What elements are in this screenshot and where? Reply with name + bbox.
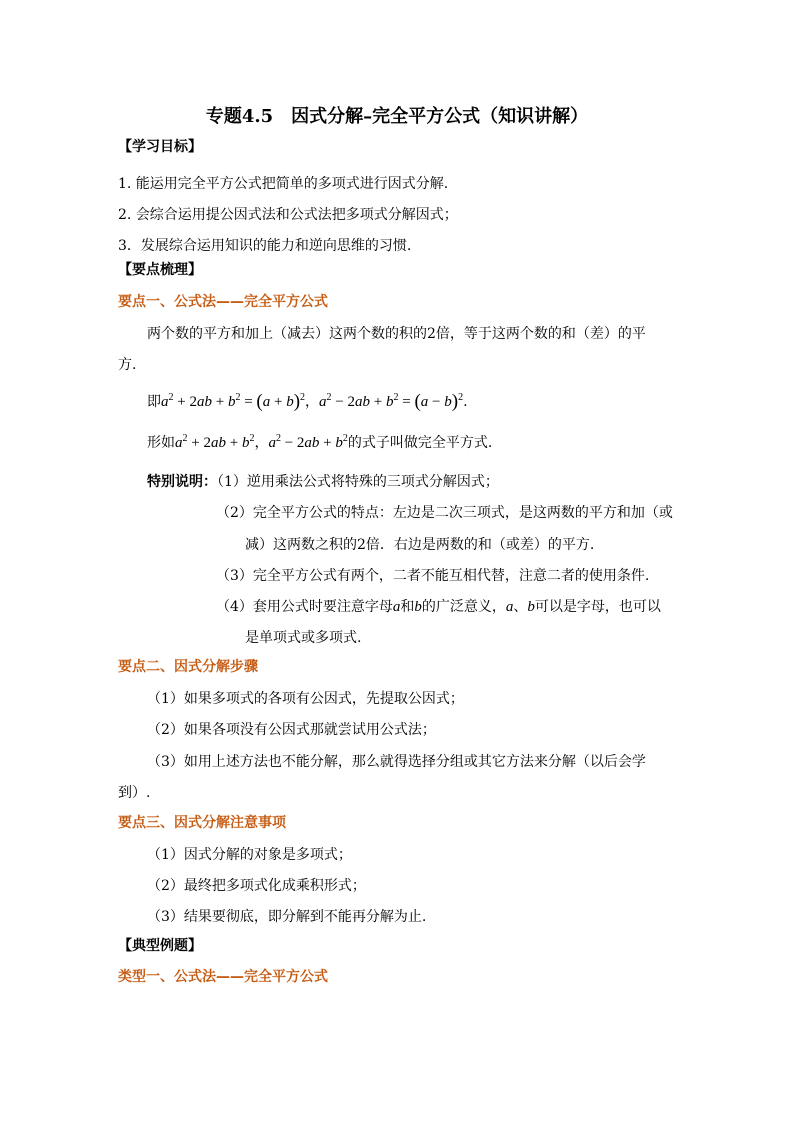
point1-paragraph-line2: 方. [118,357,137,373]
point3-heading: 要点三、因式分解注意事项 [118,815,286,831]
examples-heading: 【典型例题】 [118,938,202,954]
formula-prefix: 即 [147,394,161,410]
type1-heading: 类型一、公式法——完全平方公式 [118,969,328,985]
point2-step3-line1: （3）如用上述方法也不能分解，那么就得选择分组或其它方法来分解（以后会学 [147,754,646,770]
point1-heading: 要点一、公式法——完全平方公式 [118,294,328,310]
point3-item: （2）最终把多项式化成乘积形式； [147,878,366,894]
point2-step3-line2: 到）. [118,785,151,801]
form-separator: ， [254,435,269,451]
form-definition-line [147,433,492,453]
point2-step: （1）如果多项式的各项有公因式，先提取公因式； [147,691,464,707]
note-4-line2: 是单项式或多项式. [245,630,362,646]
form-prefix: 形如 [147,435,175,451]
point3-item: （3）结果要彻底，即分解到不能再分解为止. [147,909,427,925]
note-3: （3）完全平方公式有两个，二者不能互相代替，注意二者的使用条件. [216,568,650,584]
objective-item: 3．发展综合运用知识的能力和逆向思维的习惯. [118,238,412,254]
page-title: 专题4.5 因式分解–完全平方公式（知识讲解） [205,106,589,127]
point2-step: （2）如果各项没有公因式那就尝试用公式法； [147,722,436,738]
note-line-1 [147,472,499,492]
note-1: （1）逆用乘法公式将特殊的三项式分解因式； [217,474,499,490]
square-sum-formula: $a^2 + 2ab + b^2 = (a + b)^2$ [161,391,306,412]
point1-paragraph-line1: 两个数的平方和加上（减去）这两个数的积的2倍，等于这两个数的和（差）的平 [147,326,646,342]
point3-item: （1）因式分解的对象是多项式； [147,847,352,863]
formula-line [147,391,468,412]
note-label: 特别说明： [147,474,217,490]
formula-end: . [463,394,468,410]
form-suffix: 的式子叫做完全平方式. [347,435,493,451]
note-4-line1: （4）套用公式时要注意字母a和b的广泛意义，a、b可以是字母，也可以 [216,599,661,615]
objective-item: 1. 能运用完全平方公式把简单的多项式进行因式分解. [118,176,449,192]
objectives-heading: 【学习目标】 [118,139,202,155]
form-expression-plus: $a^2 + 2ab + b^2$ [175,433,255,451]
formula-separator: ， [305,394,320,410]
form-expression-minus: $a^2 - 2ab + b^2$ [268,433,348,451]
objective-item: 2. 会综合运用提公因式法和公式法把多项式分解因式； [118,207,458,223]
keypoints-heading: 【要点梳理】 [118,262,202,278]
note-2-line1: （2）完全平方公式的特点：左边是二次三项式，是这两数的平方和加（或 [216,505,673,521]
point2-heading: 要点二、因式分解步骤 [118,659,258,675]
note-2-line2: 减）这两数之积的2倍．右边是两数的和（或差）的平方. [245,537,595,553]
square-diff-formula: $a^2 - 2ab + b^2 = (a - b)^2$ [319,391,464,412]
